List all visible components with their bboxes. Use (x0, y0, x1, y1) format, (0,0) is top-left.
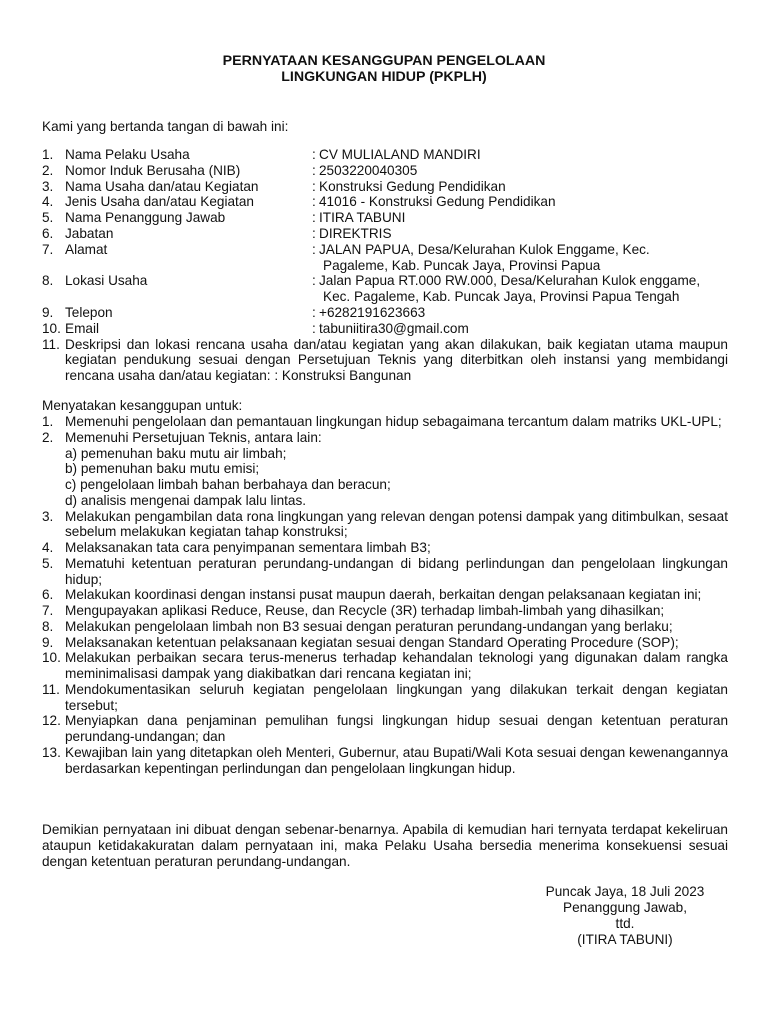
identity-value-line-2: Kec. Pagaleme, Kab. Puncak Jaya, Provinsi Papua Tengah (323, 289, 680, 305)
identity-row (42, 179, 728, 195)
identity-number: 7. (42, 241, 54, 257)
identity-colon: : (312, 225, 316, 241)
identity-list (42, 147, 728, 384)
identity-colon: : (312, 320, 316, 336)
commitment-item (42, 745, 728, 777)
identity-label: Jabatan (65, 225, 114, 241)
identity-label: Nama Usaha dan/atau Kegiatan (65, 178, 259, 194)
identity-number: 9. (42, 304, 54, 320)
identity-value-line: +6282191623663 (319, 304, 426, 320)
commitment-number: 5. (42, 555, 54, 571)
intro-text: Kami yang bertanda tangan di bawah ini: (42, 119, 289, 134)
commitment-text: Melaksanakan tata cara penyimpanan sementara limbah B3; (65, 540, 431, 555)
identity-value (319, 163, 728, 179)
identity-value-line: CV MULIALAND MANDIRI (319, 147, 481, 162)
identity-label: Nama Penanggung Jawab (65, 210, 226, 226)
title-line-2: LINGKUNGAN HIDUP (PKPLH) (281, 69, 487, 85)
commitment-text: Mendokumentasikan seluruh kegiatan pengelolaan lingkungan yang dilakukan terkait dengan kegiatan tersebut; (65, 681, 728, 713)
identity-value-line: 2503220040305 (319, 162, 418, 178)
signature-block (500, 884, 750, 948)
commitment-text: Melakukan pengelolaan limbah non B3 sesuai dengan peraturan perundang-undangan yang berlaku; (65, 618, 673, 634)
signature-place-date: Puncak Jaya, 18 Juli 2023 (545, 884, 705, 899)
commitment-number: 7. (42, 603, 54, 618)
commitment-item (42, 603, 728, 619)
commitment-text: Mematuhi ketentuan peraturan perundang-undangan di bidang perlindungan dan pengelolaan lingkungan hidup; (65, 555, 728, 587)
identity-row (42, 147, 728, 163)
identity-label: Telepon (65, 304, 113, 320)
identity-label: Email (65, 320, 99, 336)
commitment-heading: Menyatakan kesanggupan untuk: (42, 398, 243, 413)
identity-label: Jenis Usaha dan/atau Kegiatan (65, 194, 254, 210)
identity-value (319, 194, 728, 210)
identity-value-line: Jalan Papua RT.000 RW.000, Desa/Kelurahan Kulok enggame, (319, 273, 701, 289)
identity-colon: : (312, 241, 316, 257)
identity-number: 10. (42, 320, 61, 336)
commitment-item (42, 619, 728, 635)
identity-row (42, 194, 728, 210)
commitment-number: 9. (42, 634, 54, 650)
identity-row (42, 305, 728, 321)
commitment-text: Melaksanakan ketentuan pelaksanaan kegiatan sesuai dengan Standard Operating Procedure (SOP); (65, 634, 679, 650)
commitment-subitem: a) pemenuhan baku mutu air limbah; (65, 445, 287, 461)
identity-label: Nomor Induk Berusaha (NIB) (65, 162, 241, 178)
commitment-item (42, 587, 728, 603)
commitment-subitem: d) analisis mengenai dampak lalu lintas. (65, 492, 307, 508)
identity-row (42, 210, 728, 226)
identity-value-line: ITIRA TABUNI (319, 210, 406, 226)
commitment-text: Menyiapkan dana penjaminan pemulihan fungsi lingkungan hidup sesuai dengan ketentuan peraturan perundang-undangan; dan (65, 713, 728, 744)
identity-value (319, 179, 728, 195)
commitment-number: 11. (42, 681, 60, 697)
identity-row (42, 321, 728, 337)
commitment-number: 13. (42, 744, 61, 760)
identity-row (42, 226, 728, 242)
identity-value-line-2: Pagaleme, Kab. Puncak Jaya, Provinsi Papua (323, 257, 601, 273)
identity-value (319, 242, 728, 274)
commitment-text: Memenuhi Persetujuan Teknis, antara lain: (65, 429, 322, 445)
signature-role: Penanggung Jawab, (563, 900, 687, 915)
signature-ttd: ttd. (615, 916, 635, 931)
commitment-number: 3. (42, 508, 54, 524)
identity-value (319, 273, 728, 305)
identity-value-line: tabuniitira30@gmail.com (319, 320, 469, 336)
identity-value-line: Konstruksi Gedung Pendidikan (319, 178, 506, 194)
identity-description-text: Deskripsi dan lokasi rencana usaha dan/atau kegiatan yang akan dilakukan, baik kegiatan utama maupun kegiatan pendukung sesuai dengan Persetujuan Teknis yang diterbitkan oleh instansi yang membidangi rencana usaha dan/atau kegiatan: : Konstruksi Bangunan (65, 336, 728, 384)
identity-value-line: JALAN PAPUA, Desa/Kelurahan Kulok Enggame, Kec. (319, 241, 650, 257)
identity-value (319, 226, 728, 242)
commitment-item (42, 713, 728, 745)
identity-colon: : (312, 210, 316, 226)
identity-number: 11. (42, 336, 60, 352)
commitment-text: Memenuhi pengelolaan dan pemantauan lingkungan hidup sebagaimana tercantum dalam matriks UKL-UPL; (65, 414, 722, 429)
identity-colon: : (312, 147, 316, 162)
identity-description-row (42, 337, 728, 384)
document-title (0, 53, 768, 85)
commitment-item (42, 540, 728, 556)
commitment-subitem: b) pemenuhan baku mutu emisi; (65, 461, 260, 477)
signature-name: (ITIRA TABUNI) (577, 932, 673, 947)
identity-colon: : (312, 162, 316, 178)
identity-colon: : (312, 178, 316, 194)
identity-colon: : (312, 304, 316, 320)
commitment-text: Mengupayakan aplikasi Reduce, Reuse, dan Recycle (3R) terhadap limbah-limbah yang dihasilkan; (65, 603, 665, 618)
identity-label: Lokasi Usaha (65, 273, 148, 289)
commitment-subitem: c) pengelolaan limbah bahan berbahaya dan beracun; (65, 477, 391, 492)
identity-number: 6. (42, 225, 54, 241)
commitment-text: Melakukan pengambilan data rona lingkungan yang relevan dengan potensi dampak yang ditimbulkan, sesaat sebelum melakukan kegiatan tahap konstruksi; (65, 508, 728, 540)
commitment-text: Kewajiban lain yang ditetapkan oleh Menteri, Gubernur, atau Bupati/Wali Kota sesuai dengan kewenangannya berdasarkan kepentingan perlindungan dan pengelolaan lingkungan hidup. (65, 744, 729, 776)
identity-value-line: 41016 - Konstruksi Gedung Pendidikan (319, 194, 556, 210)
commitment-number: 10. (42, 650, 61, 666)
identity-value (319, 321, 728, 337)
identity-value-line: DIREKTRIS (319, 225, 392, 241)
commitment-item (42, 509, 728, 541)
commitment-item (42, 556, 728, 588)
identity-number: 2. (42, 162, 54, 178)
identity-value (319, 147, 728, 163)
commitment-item (42, 414, 728, 430)
identity-number: 1. (42, 147, 54, 162)
identity-colon: : (312, 273, 316, 289)
commitment-text: Melakukan koordinasi dengan instansi pusat maupun daerah, berkaitan dengan pelaksanaan kegiatan ini; (65, 587, 702, 603)
identity-number: 4. (42, 194, 54, 210)
commitment-number: 8. (42, 618, 54, 634)
commitment-number: 2. (42, 429, 54, 445)
identity-label: Alamat (65, 241, 108, 257)
commitment-item (42, 650, 728, 682)
identity-value (319, 305, 728, 321)
identity-colon: : (312, 194, 316, 210)
commitment-number: 12. (42, 713, 61, 729)
commitment-list (42, 414, 728, 776)
commitment-number: 6. (42, 587, 54, 603)
commitment-item (42, 682, 728, 714)
identity-row (42, 273, 728, 305)
commitment-item (42, 635, 728, 651)
identity-label: Nama Pelaku Usaha (65, 147, 190, 162)
commitment-text: Melakukan perbaikan secara terus-menerus terhadap kehandalan teknologi yang digunakan dalam rangka meminimalisasi dampak yang diakibatkan dari rencana kegiatan ini; (65, 650, 728, 681)
commitment-item (42, 430, 728, 509)
title-line-1: PERNYATAAN KESANGGUPAN PENGELOLAAN (222, 53, 546, 69)
closing-paragraph: Demikian pernyataan ini dibuat dengan sebenar-benarnya. Apabila di kemudian hari ternyata terdapat kekeliruan ataupun ketidakakuratan dalam pernyataan ini, maka Pelaku Usaha bersedia menerima konsekuensi sesuai dengan ketentuan peraturan perundang-undangan. (42, 822, 728, 869)
commitment-number: 4. (42, 540, 54, 555)
identity-value (319, 210, 728, 226)
identity-row (42, 242, 728, 274)
identity-number: 3. (42, 178, 54, 194)
identity-number: 8. (42, 273, 54, 289)
commitment-number: 1. (42, 414, 54, 429)
identity-row (42, 163, 728, 179)
identity-number: 5. (42, 210, 54, 226)
